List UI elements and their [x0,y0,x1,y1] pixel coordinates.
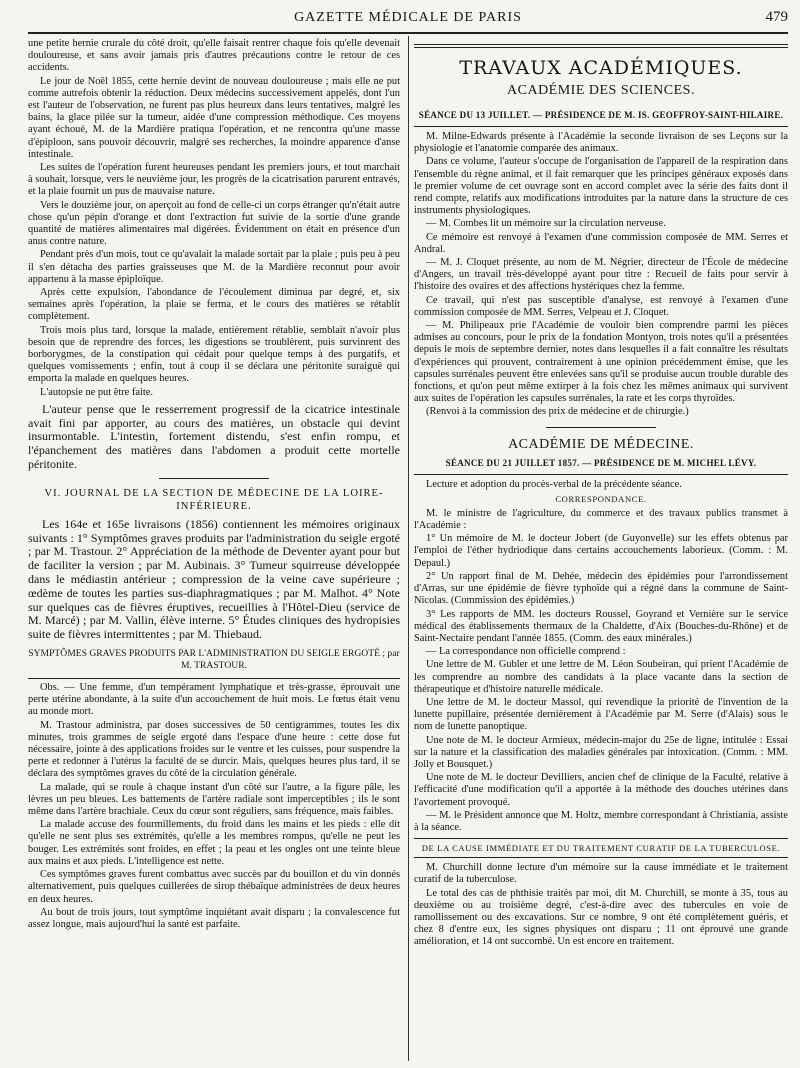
session-rule [414,126,788,127]
section-heading: TRAVAUX ACADÉMIQUES. [459,57,743,79]
paragraph: L'auteur pense que le resserrement progressif de la cicatrice intestinale avait fini par apporter, au cours des matières, un obstacle qui devint insurmontable. L'intestin, fortement distendu, s'est enfin rompu, et l'épanchement des matières dans l'abdomen a produit cette mortelle péritonite. [28,401,400,472]
section-rule [546,427,656,428]
paragraph: Les suites de l'opération furent heureuses pendant les premiers jours, et tout marchait à souhait, lorsque, vers le neuvième jour, les progrès de la cicatrisation parurent entravés, et la plaie fournit un pus de mauvaise nature. [28,162,400,198]
paragraph: Le total des cas de phthisie traités par moi, dit M. Churchill, se monte à 35, tous au deuxième ou au troisième degré, c'est-à-dire avec des tubercules en voie de ramollissement ou des excavations. Sur ce nombre, 9 ont été complètement guéris, et chez 8 d'entre eux, les signes physiques ont disparu ; 11 ont éprouvé une grande amélioration, et 14 ont succombé. Un est encore en traitement. [414,887,788,948]
session-rule [414,474,788,475]
paragraph: Au bout de trois jours, tout symptôme inquiétant avait disparu ; la convalescence fut assez longue, mais aujourd'hui la santé est parfaite. [28,906,400,930]
subsection-rule [28,678,400,679]
paragraph: Vers le douzième jour, on aperçoit au fond de celle-ci un corps étranger qu'n'était autre chose qu'un pépin d'orange et dont l'extraction fut suivie de la sortie d'une grande quantité de matières alimentaires mal digérées. Évidemment on était en présence d'un anus contre nature. [28,199,400,248]
journal-title: GAZETTE MÉDICALE DE PARIS [294,10,522,25]
paragraph: Une note de M. le docteur Armieux, médecin-major du 25e de ligne, intitulée : Essai sur la nature et la classification des maladies générales par intoxication. (Comm. : MM. Jolly et Bousquet.) [414,734,788,770]
session-line: SÉANCE DU 21 JUILLET 1857. — PRÉSIDENCE DE M. MICHEL LÉVY. [445,457,757,468]
paragraph: — La correspondance non officielle comprend : [426,646,626,658]
paragraph: Dans ce volume, l'auteur s'occupe de l'organisation de l'appareil de la respiration dans l'ensemble du règne animal, et il fait remarquer que les principes généraux exposés dans le premier volume de cet ouvrage sont en accord complet avec la série des faits dont il rend compte, relatifs aux modifications introduites par la nature dans la structure de ces instruments physiologiques. [414,156,788,217]
paragraph: 3° Les rapports de MM. les docteurs Roussel, Goyrand et Vernière sur le service médical des établissements thermaux de la Chaldette, d'Aix (Bouches-du-Rhône) et de Saint-Nectaire pendant l'année 1855. (Comm. des eaux minérales.) [414,608,788,644]
paragraph: (Renvoi à la commission des prix de médecine et de chirurgie.) [426,406,689,418]
paragraph: Une lettre de M. Gubler et une lettre de M. Léon Soubeiran, qui prient l'Académie de les comprendre au nombre des candidats à la place vacante dans la section de thérapeutique et d'histoire naturelle médicale. [414,659,788,695]
subsection-rule [414,857,788,858]
subsection-rule [414,838,788,839]
paragraph: M. le ministre de l'agriculture, du commerce et des travaux publics transmet à l'Académie : [414,507,788,532]
page-header [28,6,788,34]
academy-title: ACADÉMIE DE MÉDECINE. [508,436,694,452]
paragraph: 2° Un rapport final de M. Dehée, médecin des épidémies pour l'arrondissement d'Arras, sur une épidémie de fièvre typhoïde qui a régné dans la commune de Saint-Nicolas. (Commission des épidémies.) [414,570,788,607]
title-rule [414,44,788,48]
paragraph: Les 164e et 165e livraisons (1856) contiennent les mémoires originaux suivants : 1° Symptômes graves produits par l'administration du seigle ergoté ; par M. Trastour. 2° Appréciation de la méthode de Deventer ayant pour but de faciliter la version ; par M. Aubinais. 3° Tumeur squirreuse développée dans le médiastin antérieur ; compression de la veine cave supérieure ; œdème de toutes les parties sus-diaphragmatiques ; par M. Malhot. 4° Note sur quelques cas de fièvres éruptives, recueillies à l'Hôtel-Dieu (service de M. Marcé) ; par M. Vallin, élève interne. 5° Études cliniques des hydropisies suite de fièvres intermittentes ; par M. Thiebaud. [28,516,400,642]
paragraph: La malade accuse des fourmillements, du froid dans les mains et les pieds : elle dit qu'elle ne sent plus ses extrémités, qu'elle a les membres rompus, qu'elle ne peut les bouger. Les extrémités sont froides, en effet ; la peau et les ongles ont une teinte bleue aux mains et aux pieds. L'intelligence est nette. [28,819,400,867]
paragraph: Ces symptômes graves furent combattus avec succès par du bouillon et du vin donnés alternativement, puis quelques cuillerées de sirop thébaïque administrées de deux heures en deux heures. [28,869,400,905]
paragraph: Obs. — Une femme, d'un tempérament lymphatique et très-grasse, éprouvait une perte utérine abondante, à la suite d'un accouchement de huit mois. Le fœtus était venu au monde mort. [28,682,400,718]
paragraph: M. Milne-Edwards présente à l'Académie la seconde livraison de ses Leçons sur la physiologie et l'anatomie comparée des animaux. [414,131,788,155]
paragraph: Pendant près d'un mois, tout ce qu'avalait la malade sortait par la plaie ; puis peu à peu il s'en détacha des parties graisseuses que M. de la Mardière reconnut pour avoir appartenu à la masse épiploïque. [28,249,400,285]
paragraph: Ce mémoire est renvoyé à l'examen d'une commission composée de MM. Serres et Andral. [414,231,788,255]
paragraph: M. Trastour administra, par doses successives de 50 centigrammes, toutes les dix minutes, trois grammes de seigle ergoté dans l'espace d'une heure : cette dose fut nécessaire, jointe à des applications froides sur le ventre et les cuisses, pour suspendre la perte et redonner à l'utérus la faculté de se durcir. Mais, quelques heures plus tard, il se déclara des symptômes graves du côté de la circulation générale. [28,719,400,780]
section-rule [159,478,269,479]
subsection-title: CORRESPONDANCE. [555,493,647,504]
paragraph: Une lettre de M. le docteur Massol, qui revendique la priorité de l'invention de la lunette pupillaire, présentée dernièrement à l'Académie par M. Serre (d'Alais) sous le nom de lunette panoptique. [414,696,788,733]
paragraph: — M. Combes lit un mémoire sur la circulation nerveuse. [426,218,666,230]
left-column [28,38,400,932]
paragraph: M. Churchill donne lecture d'un mémoire sur la cause immédiate et le traitement curatif de la tuberculose. [414,862,788,886]
paragraph: L'autopsie ne put être faite. [40,386,153,398]
paragraph: une petite hernie crurale du côté droit, qu'elle faisait rentrer chaque fois qu'elle devenait douloureuse, et sans avoir jamais pris d'autres précautions contre le retour de ces accidents. [28,38,400,74]
paragraph: — M. le Président annonce que M. Holtz, membre correspondant à Christiania, assiste à la séance. [414,809,788,833]
paragraph: 1° Un mémoire de M. le docteur Jobert (de Guyonvelle) sur les effets obtenus par l'emploi de l'éther hydriodique dans certains accouchements laborieux. (Comm. : M. Depaul.) [414,533,788,569]
paragraph: Trois mois plus tard, lorsque la malade, entièrement rétablie, semblait n'avoir plus besoin que de reprendre des forces, les digestions se troublèrent, puis survinrent des borborygmes, de la constipation qui cédait pour quelque temps à des purgatifs, et quelques vomissements ; enfin, tout à coup il se déclara une péritonite suraiguë qui emporta la malade en quelques heures. [28,324,400,385]
right-column [414,38,788,950]
section-title: VI. JOURNAL DE LA SECTION DE MÉDECINE DE LA LOIRE-INFÉRIEURE. [44,487,384,512]
paragraph: Lecture et adoption du procès-verbal de la précédente séance. [426,478,682,490]
paragraph: Après cette expulsion, l'abondance de l'écoulement diminua par degré, et, six semaines après l'opération, la plaie se ferma, et le cours des matières se rétablit complètement. [28,287,400,323]
paragraph: — M. J. Cloquet présente, au nom de M. Négrier, directeur de l'École de médecine d'Angers, un travail très-développé ayant pour titre : Recueil de faits pour servir à l'histoire des ovaires et des affections hystériques chez la femme. [414,257,788,293]
paragraph: La malade, qui se roule à chaque instant d'un côté sur l'autre, a la figure pâle, les lèvres un peu bleues. Les battements de l'artère radiale sont imperceptibles ; ils le sont même dans l'artère brachiale. Ceux du cœur sont réguliers, sans fréquence, mais faibles. [28,781,400,818]
paragraph: — M. Philipeaux prie l'Académie de vouloir bien comprendre parmi les pièces admises au concours, pour le prix de la fondation Montyon, trois notes qu'il a présentées depuis le mois de septembre dernier, notes dans lesquelles il a fait connaître les résultats d'expériences qui prouvent, contrairement à une opinion précédemment émise, que les capsules surrénales peuvent être enlevées sans qu'il se produise aucun trouble durable des fonctions, et qu'on peut même extirper à la fois chez les mêmes animaux qui survivent aux suites de l'opération les capsules surrénales, la rate et les corps thyroïdes. [414,320,788,405]
subsection-title: SYMPTÔMES GRAVES PRODUITS PAR L'ADMINISTRATION DU SEIGLE ERGOTÉ ; par M. TRASTOUR. [28,648,400,672]
academy-title: ACADÉMIE DES SCIENCES. [507,83,695,98]
session-line: SÉANCE DU 13 JUILLET. — PRÉSIDENCE DE M. IS. GEOFFROY-SAINT-HILAIRE. [418,110,784,120]
column-divider [408,36,409,1061]
paragraph: Une note de M. le docteur Devilliers, ancien chef de clinique de la Faculté, relative à l'efficacité d'une modification qu'il a apportée à la méthode des douches utérines dans l'avortement provoqué. [414,772,788,808]
subsection-title: DE LA CAUSE IMMÉDIATE ET DU TRAITEMENT CURATIF DE LA TUBERCULOSE. [421,843,781,854]
paragraph: Le jour de Noël 1855, cette hernie devint de nouveau douloureuse ; mais elle ne put comme autrefois obtenir la réduction. Deux médecins successivement appelés, dont l'un est l'auteur de l'observation, ne furent pas plus heureux dans leurs tentatives, malgré les bains, la glace pilée sur la tumeur, aidée d'une compression méthodique. Ces moyens ayant échoué, M. de la Mardière pratiqua l'opération, et ne rencontra qu'une masse d'épiploon, sans pouvoir découvrir, malgré ses recherches, la moindre apparence d'anse intestinale. [28,75,400,160]
page-number: 479 [765,9,788,25]
paragraph: Ce travail, qui n'est pas susceptible d'analyse, est renvoyé à l'examen d'une commission composée de MM. Serres, Velpeau et J. Cloquet. [414,294,788,318]
